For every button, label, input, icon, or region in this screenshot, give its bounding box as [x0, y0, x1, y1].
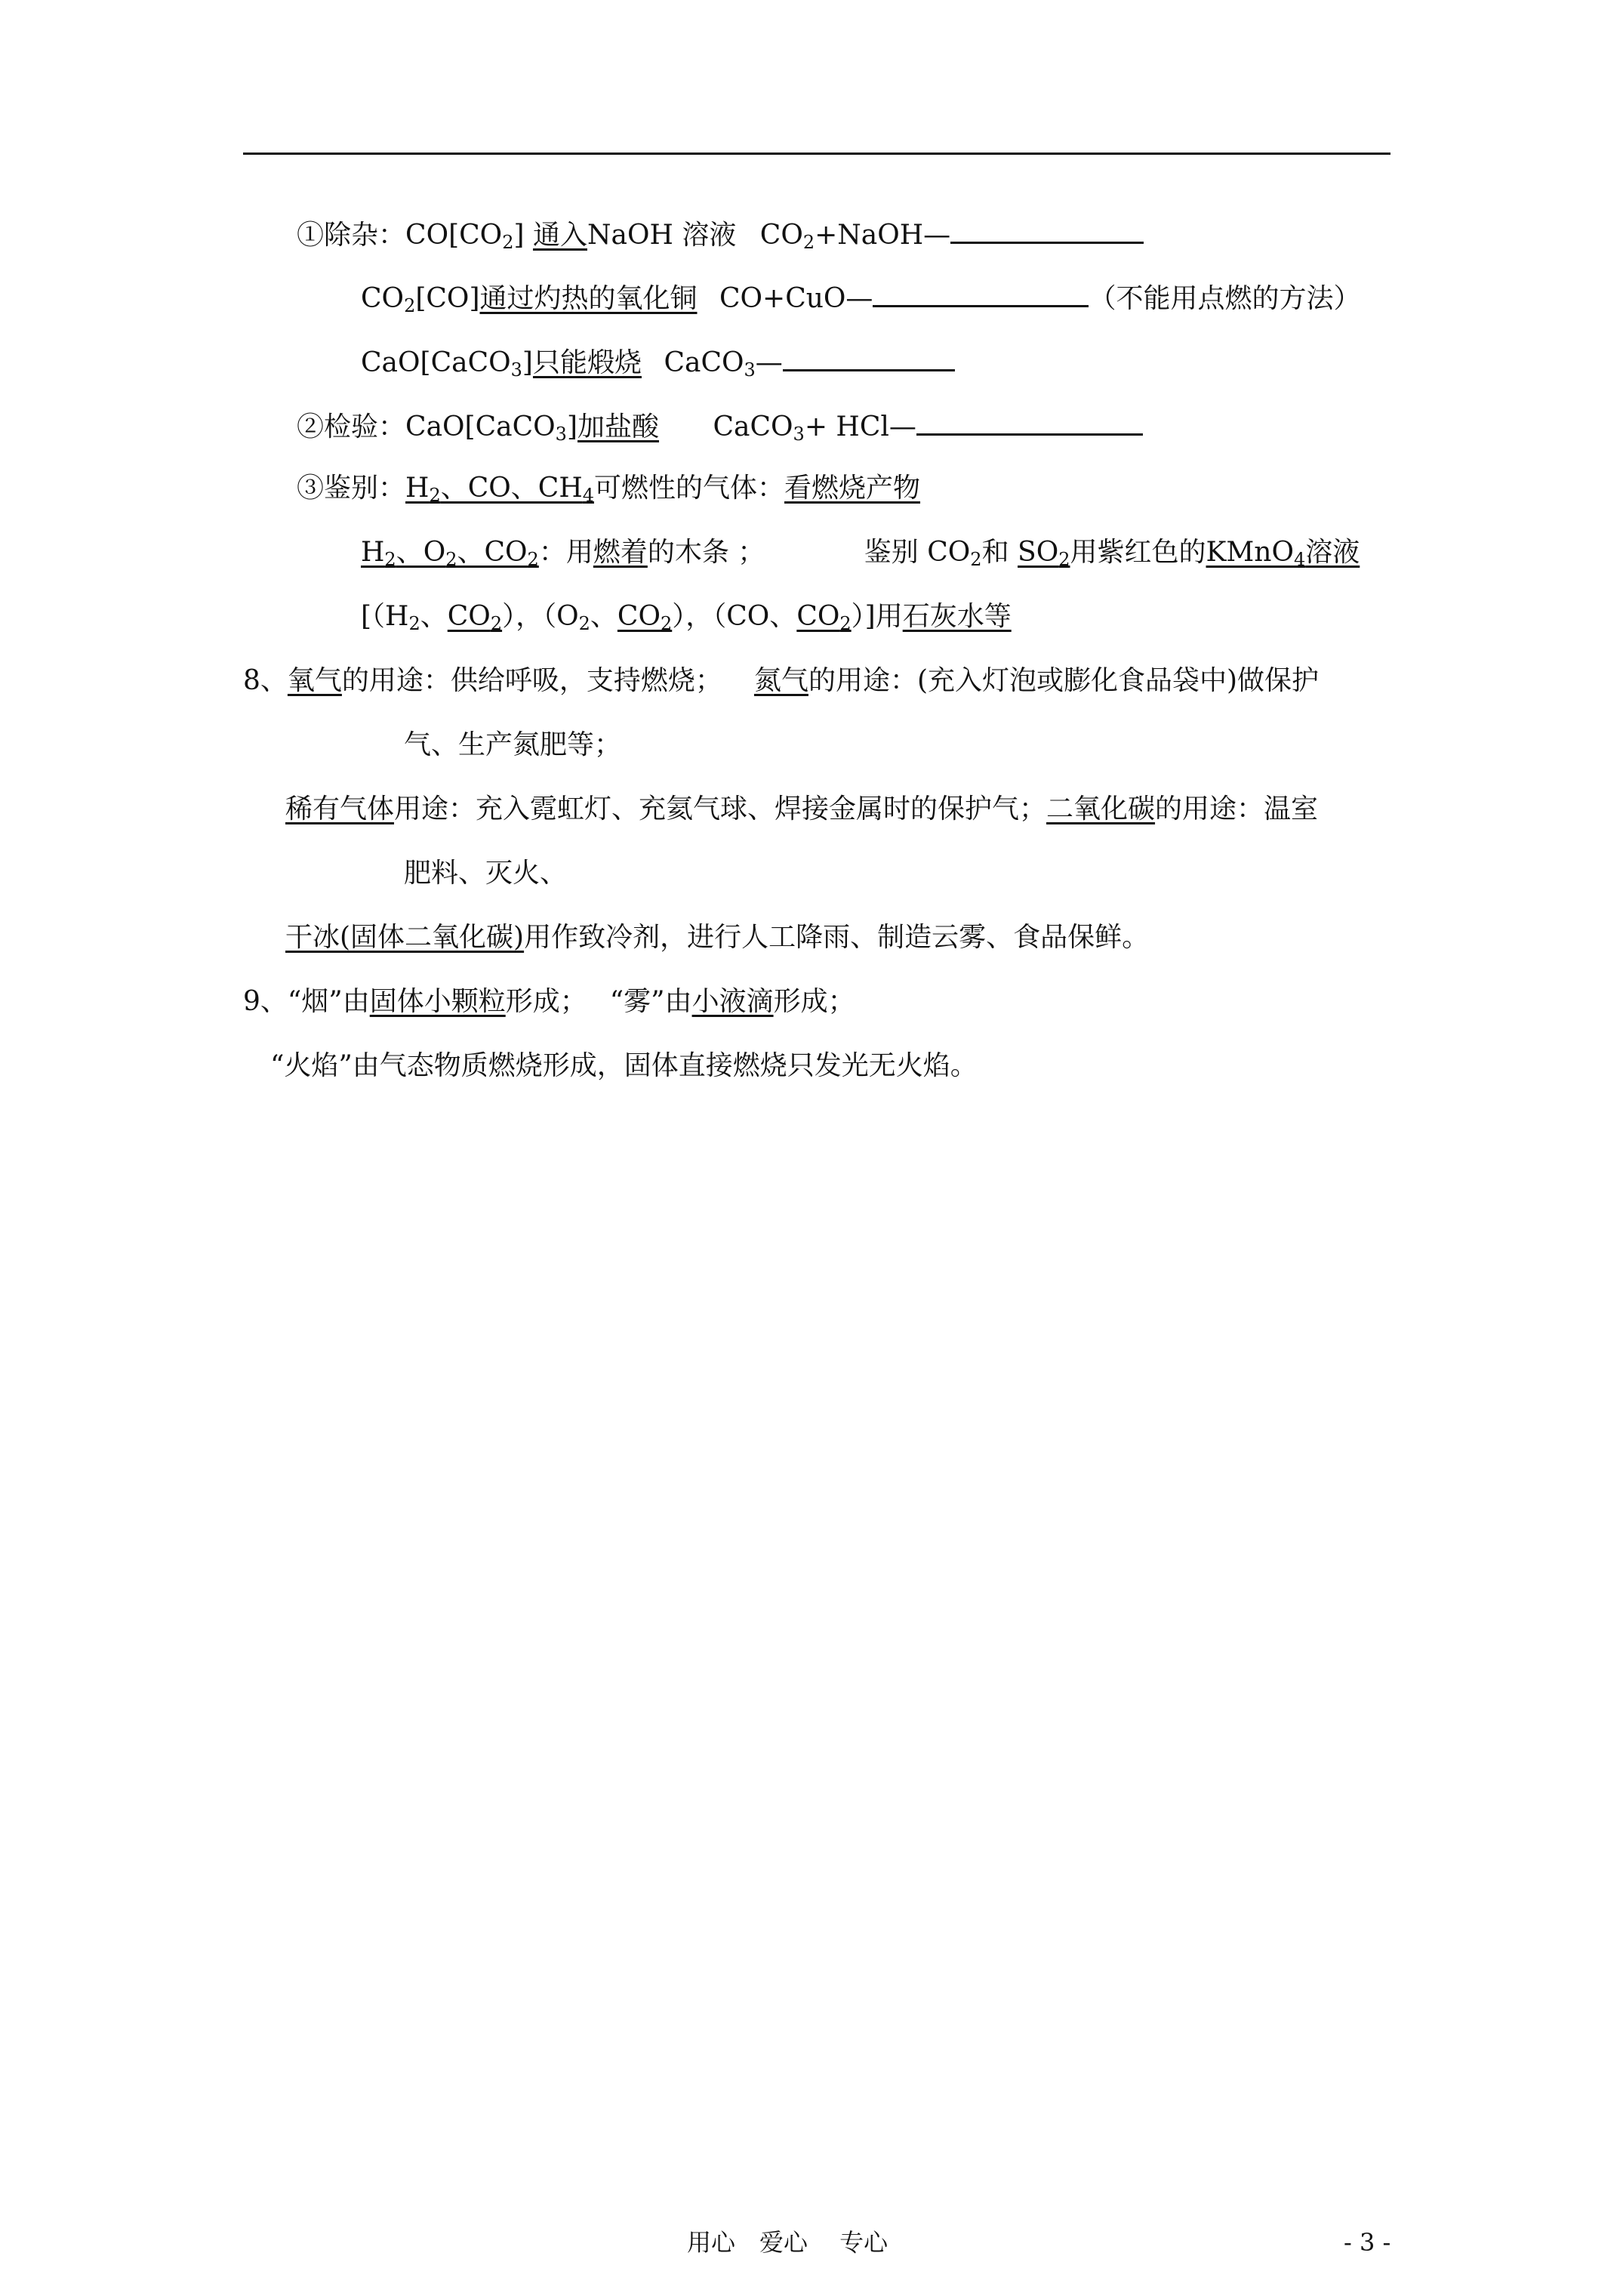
header-rule — [243, 153, 1390, 155]
footer-motto: 用心 爱心 专心 — [687, 2228, 888, 2257]
item-8-line-2: 气、生产氮肥等； — [404, 729, 622, 760]
line-remove-impurity-2: $CO_2[CO]$通过灼热的氧化铜 CO+CuO— （不能用点燃的方法） — [361, 279, 1360, 316]
circled-2: ② — [297, 411, 325, 442]
line-remove-impurity-3: CaO[CaCO$_3$]只能煅烧 CaCO$_3$— — [361, 344, 955, 380]
label-remove: 除杂： — [324, 220, 406, 251]
answer-blank[interactable] — [873, 279, 1089, 307]
item-8-line-3: 稀有气体用途：充入霓虹灯、充氦气球、焊接金属时的保护气；二氧化碳的用途：温室 — [285, 794, 1319, 824]
item-9-line-1: 9、“烟”由固体小颗粒形成； “雾”由小液滴形成； — [243, 986, 855, 1017]
item-8-line-5: 干冰(固体二氧化碳)用作致冷剂，进行人工降雨、制造云雾、食品保鲜。 — [285, 922, 1150, 953]
line-test: ②检验：CaO[CaCO$_3$]加盐酸 CaCO$_3$+ HCl— — [297, 408, 1143, 444]
item-8-line-4: 肥料、灭火、 — [404, 858, 568, 889]
item-8-line-1: 8、氧气的用途：供给呼吸，支持燃烧； 氮气的用途：(充入灯泡或膨化食品袋中)做保护 — [243, 665, 1320, 696]
line-remove-impurity-1: ①除杂：$CO[CO_2]$ 通入NaOH 溶液 $CO_2+NaOH—$ — [297, 216, 1144, 252]
item-number: 8、 — [243, 665, 288, 696]
item-number: 9、 — [243, 986, 288, 1017]
line-identify-3: [（$H_2$、$CO_2$），（$O_2$、$CO_2$），（CO、$CO_2$）]用石灰水等 — [361, 601, 1012, 634]
answer-blank[interactable] — [916, 408, 1143, 436]
underlined-pass-into: 通入 — [532, 220, 587, 251]
answer-blank[interactable] — [950, 216, 1144, 244]
circled-3: ③ — [297, 473, 325, 504]
item-9-line-2: “火焰”由气态物质燃烧形成，固体直接燃烧只发光无火焰。 — [270, 1050, 978, 1081]
line-identify-1: ③鉴别：$H_2$、CO、$CH_4$可燃性的气体：看燃烧产物 — [297, 473, 921, 506]
page-number: - 3 - — [1344, 2228, 1391, 2257]
line-identify-2: $H_2$、$O_2$、$CO_2$：用燃着的木条 ； 鉴别 $CO_2$和 $SO_2$用紫红色的KMnO$_4$溶液 — [361, 537, 1360, 570]
answer-blank[interactable] — [783, 344, 955, 371]
circled-1: ① — [297, 220, 325, 251]
